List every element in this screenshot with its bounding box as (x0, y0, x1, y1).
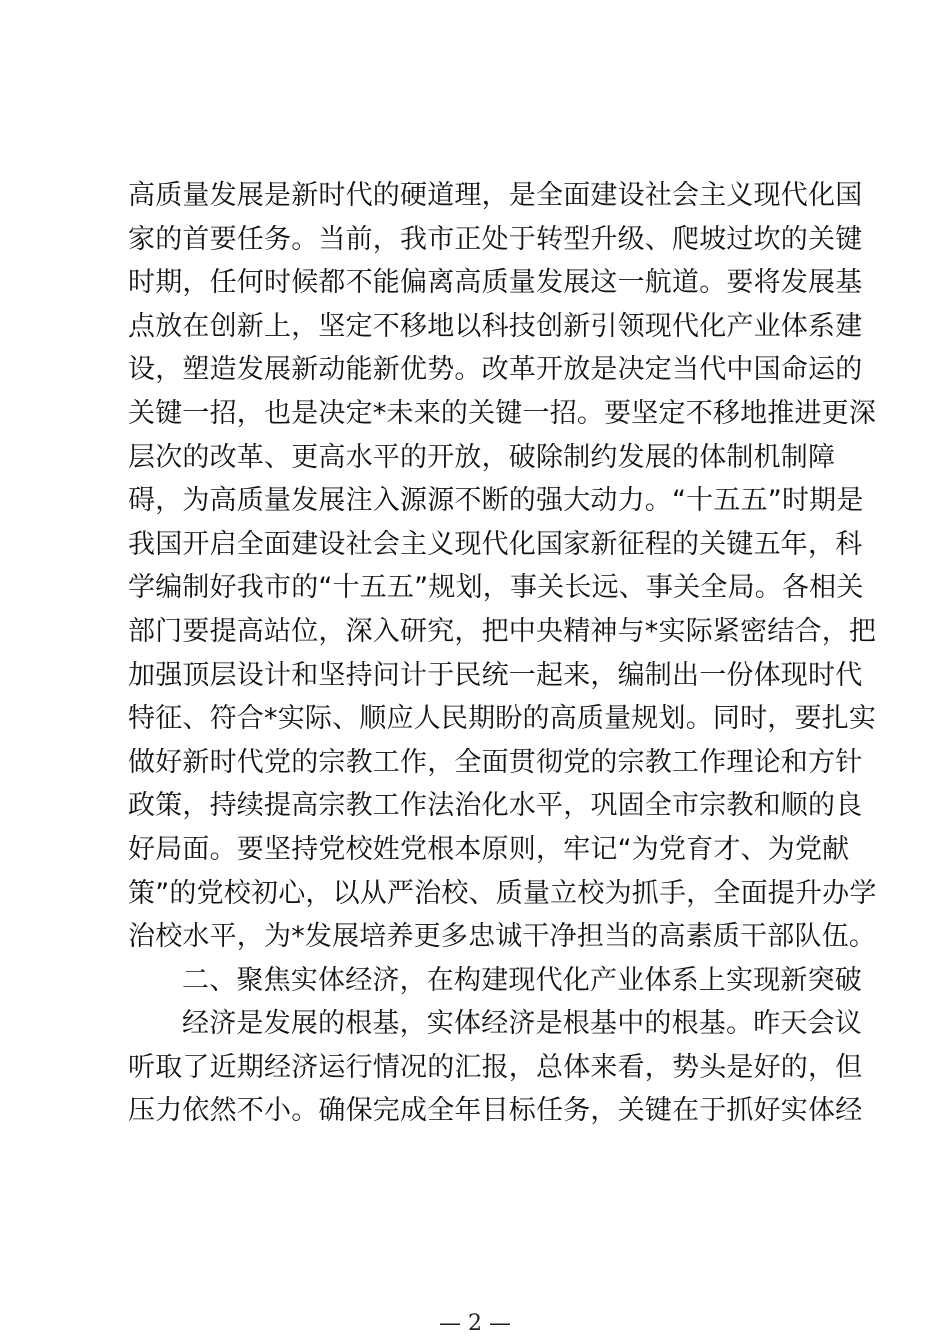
text-line-7: 层次的改革、更高水平的开放，破除制约发展的体制机制障 (128, 441, 836, 473)
text-line-12: 加强顶层设计和坚持问计于民统一起来，编制出一份体现时代 (128, 659, 863, 691)
text-line-10: 学编制好我市的“十五五”规划，事关长远、事关全局。各相关 (128, 572, 864, 604)
text-line-17: 策”的党校初心，以从严治校、质量立校为抓手，全面提升办学 (128, 877, 877, 909)
text-line-3: 时期，任何时候都不能偏离高质量发展这一航道。要将发展基 (128, 267, 863, 299)
text-line-20: 经济是发展的根基，实体经济是根基中的根基。昨天会议 (182, 1008, 862, 1040)
text-line-5: 设，塑造发展新动能新优势。改革开放是决定当代中国命运的 (128, 354, 863, 386)
text-line-8: 碍，为高质量发展注入源源不断的强大动力。“十五五”时期是 (128, 485, 864, 517)
text-line-11: 部门要提高站位，深入研究，把中央精神与*实际紧密结合，把 (128, 615, 877, 647)
text-line-14: 做好新时代党的宗教工作，全面贯彻党的宗教工作理论和方针 (128, 746, 863, 778)
text-line-21: 听取了近期经济运行情况的汇报，总体来看，势头是好的，但 (128, 1051, 863, 1083)
text-line-9: 我国开启全面建设社会主义现代化国家新征程的关键五年，科 (128, 528, 863, 560)
text-line-6: 关键一招，也是决定*未来的关键一招。要坚定不移地推进更深 (128, 397, 877, 429)
text-line-16: 好局面。要坚持党校姓党根本原则，牢记“为党育才、为党献 (128, 833, 850, 865)
section-heading: 二、聚焦实体经济，在构建现代化产业体系上实现新突破 (182, 964, 862, 996)
text-line-4: 点放在创新上，坚定不移地以科技创新引领现代化产业体系建 (128, 310, 863, 342)
text-line-18: 治校水平，为*发展培养更多忠诚干净担当的高素质干部队伍。 (128, 921, 877, 953)
page-number: — 2 — (439, 1311, 511, 1336)
text-line-2: 家的首要任务。当前，我市正处于转型升级、爬坡过坎的关键 (128, 223, 863, 255)
text-line-22: 压力依然不小。确保完成全年目标任务，关键在于抓好实体经 (128, 1095, 863, 1127)
body-text (128, 174, 877, 1133)
text-line-13: 特征、符合*实际、顺应人民期盼的高质量规划。同时，要扎实 (128, 703, 877, 735)
text-line-1: 高质量发展是新时代的硬道理，是全面建设社会主义现代化国 (128, 180, 863, 211)
text-line-15: 政策，持续提高宗教工作法治化水平，巩固全市宗教和顺的良 (128, 790, 863, 822)
